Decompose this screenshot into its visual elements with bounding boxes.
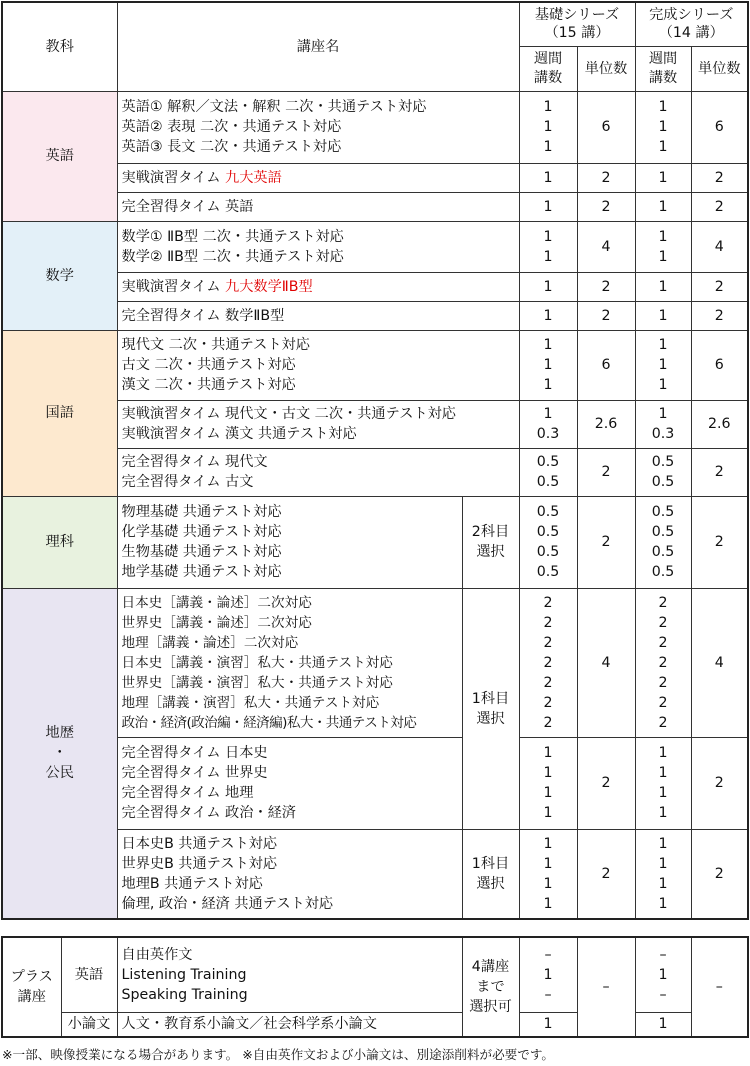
kiso-weekly: 1 1 1 xyxy=(519,330,577,400)
plus-course-table xyxy=(1,936,749,1038)
plus-essay-label: 小論文 xyxy=(61,1012,117,1037)
kansei-units: 6 xyxy=(691,330,748,400)
table-row xyxy=(2,937,748,1012)
kansei-units: 2 xyxy=(691,272,748,301)
kiso-units: 6 xyxy=(577,330,635,400)
table-row xyxy=(2,330,748,400)
course-cell: 実戦演習タイム 九大英語 xyxy=(117,163,519,192)
kiso-weekly: 1 1 1 1 xyxy=(519,737,577,829)
kansei-weekly: 1 1 xyxy=(635,221,691,272)
course-cell: 数学① ⅡB型 二次・共通テスト対応 数学② ⅡB型 二次・共通テスト対応 xyxy=(117,221,519,272)
course-cell: 物理基礎 共通テスト対応 化学基礎 共通テスト対応 生物基礎 共通テスト対応 地学基礎 共通テスト対応 xyxy=(117,496,462,588)
kansei-units: 2 xyxy=(691,192,748,221)
kiso-weekly: – 1 – xyxy=(519,937,577,1012)
table-row xyxy=(2,1012,748,1037)
course-cell: 英語① 解釈／文法・解釈 二次・共通テスト対応 英語② 表現 二次・共通テスト対応 英語③ 長文 二次・共通テスト対応 xyxy=(117,91,519,163)
header-kiso-units: 単位数 xyxy=(577,46,635,91)
course-cell: 現代文 二次・共通テスト対応 古文 二次・共通テスト対応 漢文 二次・共通テスト対応 xyxy=(117,330,519,400)
plus-label: プラス 講座 xyxy=(2,937,61,1037)
kiso-units: 2.6 xyxy=(577,400,635,448)
kansei-weekly: 0.5 0.5 xyxy=(635,448,691,496)
kiso-units: 2 xyxy=(577,301,635,330)
kiso-weekly: 1 xyxy=(519,301,577,330)
kansei-units: 2.6 xyxy=(691,400,748,448)
kiso-count-label: （15 講） xyxy=(544,25,610,42)
course-cell: 日本史B 共通テスト対応 世界史B 共通テスト対応 地理B 共通テスト対応 倫理, 政治・経済 共通テスト対応 xyxy=(117,829,462,919)
selection-note: 2科目 選択 xyxy=(462,496,519,588)
table-row xyxy=(2,221,748,272)
kansei-series-label: 完成シリーズ xyxy=(649,7,734,24)
subject-science: 理科 xyxy=(2,496,117,588)
table-row xyxy=(2,91,748,163)
table-row xyxy=(2,588,748,737)
kansei-weekly: 1 1 1 1 xyxy=(635,737,691,829)
header-kiso-weekly: 週間 講数 xyxy=(519,46,577,91)
footnote: ※一部、映像授業になる場合があります。 ※自由英作文および小論文は、別途添削料が必要です。 xyxy=(2,1047,555,1062)
kiso-units: 2 xyxy=(577,192,635,221)
kansei-weekly: 1 1 1 1 xyxy=(635,829,691,919)
kansei-weekly: 1 xyxy=(635,192,691,221)
kansei-units: 2 xyxy=(691,737,748,829)
kansei-units: 2 xyxy=(691,496,748,588)
kansei-weekly: 1 1 1 xyxy=(635,330,691,400)
course-table xyxy=(1,1,749,920)
kiso-units: – xyxy=(577,937,635,1037)
kansei-weekly: 1 0.3 xyxy=(635,400,691,448)
kiso-weekly: 1 xyxy=(519,163,577,192)
kiso-weekly: 1 1 1 1 xyxy=(519,829,577,919)
kansei-units: 4 xyxy=(691,588,748,737)
course-cell: 実戦演習タイム 九大数学ⅡB型 xyxy=(117,272,519,301)
kansei-weekly: 1 xyxy=(635,1012,691,1037)
course-cell: 完全習得タイム 現代文 完全習得タイム 古文 xyxy=(117,448,519,496)
kiso-units: 2 xyxy=(577,272,635,301)
kansei-weekly: 1 1 1 xyxy=(635,91,691,163)
header-kansei xyxy=(635,2,748,46)
course-cell: 人文・教育系小論文／社会科学系小論文 xyxy=(117,1012,462,1037)
course-cell: 完全習得タイム 日本史 完全習得タイム 世界史 完全習得タイム 地理 完全習得タイム 政治・経済 xyxy=(117,737,462,829)
kiso-units: 2 xyxy=(577,448,635,496)
subject-japanese: 国語 xyxy=(2,330,117,496)
selection-note: 4講座 まで 選択可 xyxy=(462,937,519,1037)
kiso-series-label: 基礎シリーズ xyxy=(534,7,620,24)
kiso-units: 2 xyxy=(577,163,635,192)
course-cell: 自由英作文 Listening Training Speaking Training xyxy=(117,937,462,1012)
kansei-units: 2 xyxy=(691,163,748,192)
header-course: 講座名 xyxy=(117,2,519,91)
highlight-text: 九大英語 xyxy=(225,169,282,186)
kiso-units: 4 xyxy=(577,221,635,272)
kiso-weekly: 2 2 2 2 2 2 2 xyxy=(519,588,577,737)
kansei-units: 2 xyxy=(691,829,748,919)
kiso-weekly: 1 0.3 xyxy=(519,400,577,448)
kansei-units: 4 xyxy=(691,221,748,272)
highlight-text: 九大数学ⅡB型 xyxy=(225,278,313,295)
selection-note: 1科目 選択 xyxy=(462,588,519,829)
kiso-weekly: 1 xyxy=(519,192,577,221)
header-kiso xyxy=(519,2,635,46)
kiso-units: 2 xyxy=(577,496,635,588)
kiso-weekly: 0.5 0.5 0.5 0.5 xyxy=(519,496,577,588)
kansei-units: – xyxy=(691,937,748,1037)
kiso-weekly: 1 1 1 xyxy=(519,91,577,163)
kiso-weekly: 0.5 0.5 xyxy=(519,448,577,496)
subject-social: 地歴 ・ 公民 xyxy=(2,588,117,919)
kiso-units: 2 xyxy=(577,737,635,829)
plus-english-label: 英語 xyxy=(61,937,117,1012)
kansei-weekly: 2 2 2 2 2 2 2 xyxy=(635,588,691,737)
kansei-units: 6 xyxy=(691,91,748,163)
kansei-count-label: （14 講） xyxy=(658,25,724,42)
header-kansei-units: 単位数 xyxy=(691,46,748,91)
kiso-units: 6 xyxy=(577,91,635,163)
course-cell: 完全習得タイム 英語 xyxy=(117,192,519,221)
kiso-weekly: 1 1 xyxy=(519,221,577,272)
kiso-weekly: 1 xyxy=(519,272,577,301)
course-cell: 実戦演習タイム 現代文・古文 二次・共通テスト対応 実戦演習タイム 漢文 共通テスト対応 xyxy=(117,400,519,448)
kansei-units: 2 xyxy=(691,301,748,330)
course-cell: 完全習得タイム 数学ⅡB型 xyxy=(117,301,519,330)
course-cell: 日本史［講義・論述］二次対応 世界史［講義・論述］二次対応 地理［講義・論述］二次対応 日本史［講義・演習］私大・共通テスト対応 世界史［講義・演習］私大・共通テスト対応 地理［講義・演習］私大・共通テスト対応 政治・経済(政治編・経済編)私大・共通テスト対応 xyxy=(117,588,462,737)
kansei-units: 2 xyxy=(691,448,748,496)
kiso-units: 4 xyxy=(577,588,635,737)
kansei-weekly: 1 xyxy=(635,163,691,192)
table-row xyxy=(2,496,748,588)
kansei-weekly: – 1 – xyxy=(635,937,691,1012)
selection-note: 1科目 選択 xyxy=(462,829,519,919)
kansei-weekly: 0.5 0.5 0.5 0.5 xyxy=(635,496,691,588)
subject-math: 数学 xyxy=(2,221,117,330)
kiso-units: 2 xyxy=(577,829,635,919)
header-subject: 教科 xyxy=(2,2,117,91)
subject-english: 英語 xyxy=(2,91,117,221)
kiso-weekly: 1 xyxy=(519,1012,577,1037)
header-kansei-weekly: 週間 講数 xyxy=(635,46,691,91)
kansei-weekly: 1 xyxy=(635,272,691,301)
kansei-weekly: 1 xyxy=(635,301,691,330)
